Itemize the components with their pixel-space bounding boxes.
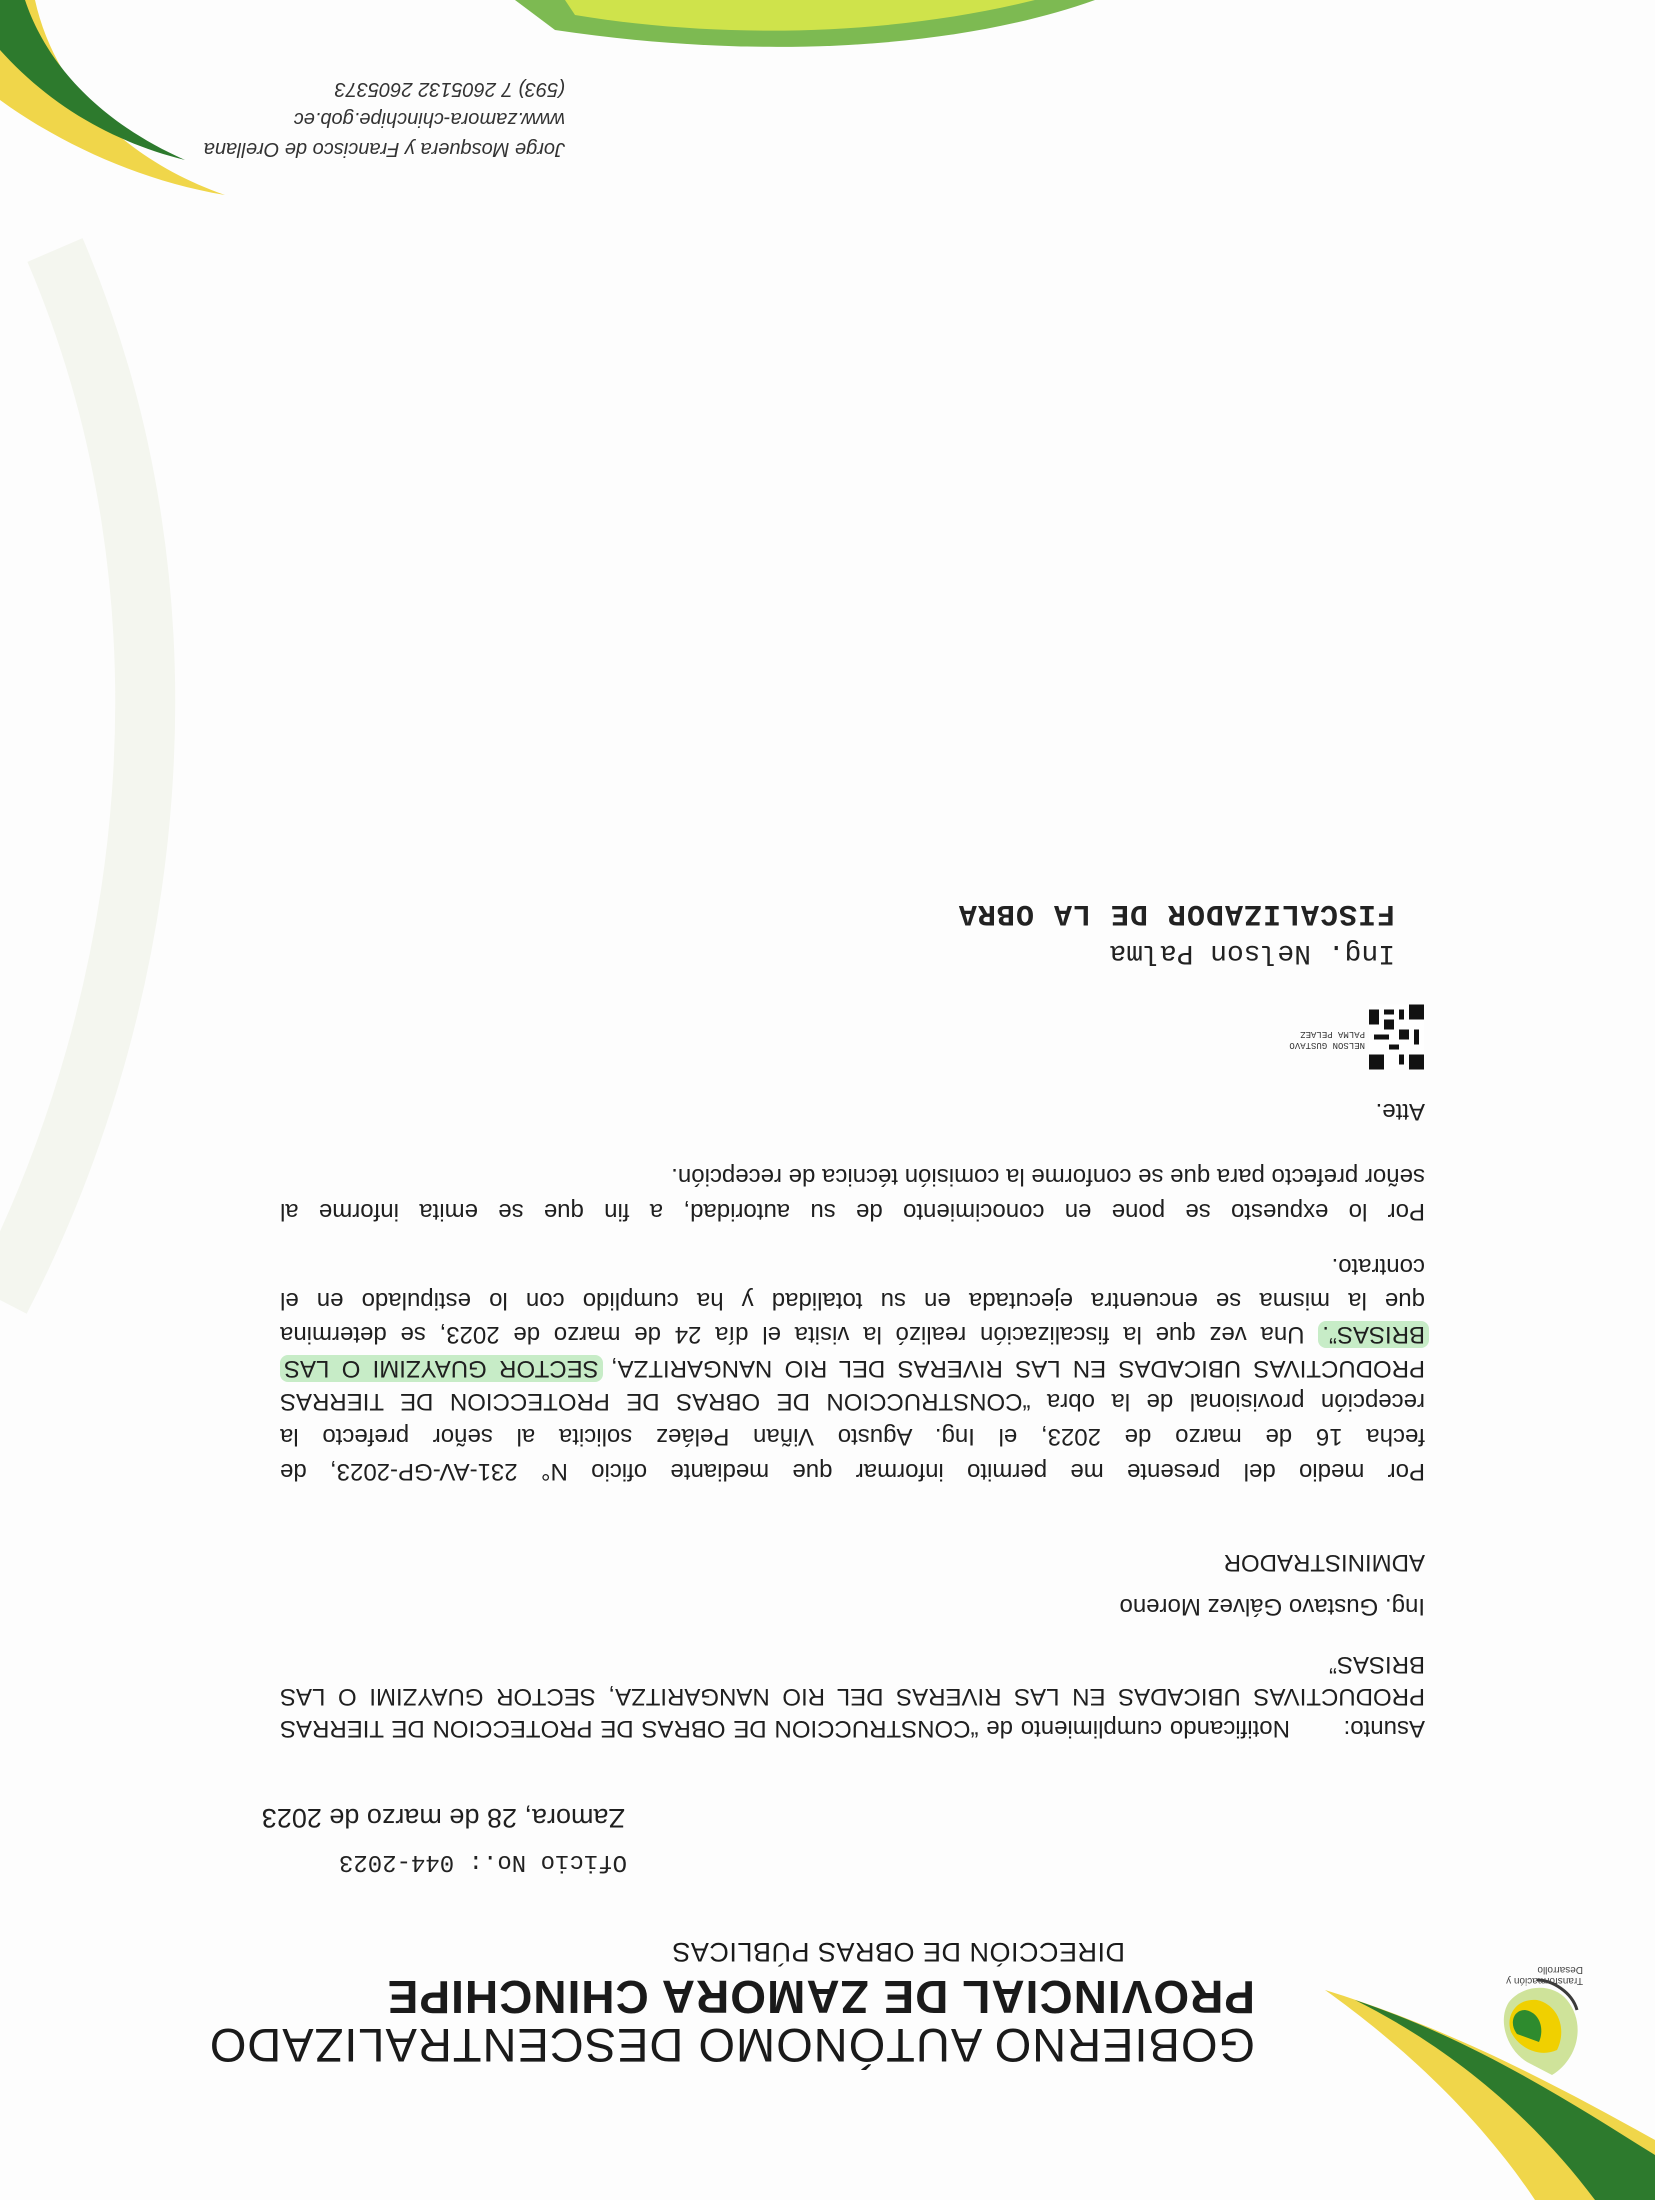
recipient-title: ADMINISTRADOR bbox=[1223, 1549, 1425, 1576]
paragraph-line: fecha 16 de marzo de 2023, el Ing. Agusto Viñan Peláez solicita al señor prefecto la bbox=[280, 1423, 1425, 1450]
paragraph-line: Por lo expuesto se pone en conocimiento de su autoridad, a fin que se emita informe al bbox=[280, 1198, 1425, 1225]
subject-label: Asunto: bbox=[1343, 1715, 1425, 1742]
paragraph-line: recepción provisional de la obra “CONSTRUCCION DE OBRAS DE PROTECCION DE TIERRAS bbox=[280, 1388, 1425, 1415]
e-signature-text bbox=[1289, 1028, 1365, 1050]
paragraph-line bbox=[280, 1354, 1425, 1382]
institution-line-1: GOBIERNO AUTÓNOMO DESCENTRALIZADO bbox=[208, 2019, 1255, 2072]
letter-date: Zamora, 28 de marzo de 2023 bbox=[261, 1803, 625, 1833]
highlighted-text: BRISAS”. bbox=[1318, 1321, 1429, 1348]
paragraph-line bbox=[280, 1320, 1425, 1348]
paragraph-text: PRODUCTIVAS UBICADAS EN LAS RIVERAS DEL RIO NANGARITZA, bbox=[610, 1355, 1425, 1382]
subject-line: PRODUCTIVAS UBICADAS EN LAS RIVERAS DEL RIO NANGARITZA, SECTOR GUAYZIMI O LAS bbox=[280, 1683, 1425, 1710]
e-signature-line: NELSON GUSTAVO bbox=[1289, 1040, 1365, 1050]
logo-slogan: Transformación y Desarrollo bbox=[1506, 1964, 1583, 1986]
institution-line-2: PROVINCIAL DE ZAMORA CHINCHIPE bbox=[386, 1971, 1255, 2023]
e-signature-line: PALMA PELAEZ bbox=[1300, 1029, 1365, 1039]
highlighted-text: SECTOR GUAYZIMI O LAS bbox=[280, 1355, 603, 1382]
department-name: DIRECCIÓN DE OBRAS PÚBLICAS bbox=[671, 1937, 1125, 1967]
paragraph-line: que la misma se encuentra ejecutada en su totalidad y ha cumplido con lo estipulado en el bbox=[280, 1287, 1425, 1314]
qr-code-icon bbox=[1369, 1004, 1424, 1070]
paragraph-text: Una vez que la fiscalización realizó la visita el día 24 de marzo de 2023, se determina bbox=[279, 1321, 1305, 1348]
signer-role: FISCALIZADOR DE LA OBRA bbox=[957, 896, 1395, 930]
oficio-number: Oficio No.: 044-2023 bbox=[338, 1848, 627, 1875]
signer-name: Ing. Nelson Palma bbox=[1109, 937, 1395, 968]
footer-address: Jorge Mosquera y Francisco de Orellana bbox=[203, 138, 565, 160]
paragraph-line: Por medio del presente me permito informar que mediante oficio N° 231-AV-GP-2023, de bbox=[280, 1458, 1425, 1485]
paragraph-line: señor prefecto para que se conforme la comisión técnica de recepción. bbox=[671, 1163, 1425, 1190]
subject-line: Notificando cumplimiento de “CONSTRUCCION DE OBRAS DE PROTECCION DE TIERRAS bbox=[280, 1715, 1290, 1742]
footer-website: www.zamora-chinchipe.gob.ec bbox=[293, 108, 565, 130]
paragraph-line: contrato. bbox=[1331, 1253, 1425, 1280]
footer-phone: (593) 7 2605132 2605373 bbox=[334, 78, 565, 100]
recipient-name: Ing. Gustavo Gálvez Moreno bbox=[1119, 1593, 1425, 1620]
closing: Atte. bbox=[1375, 1098, 1425, 1125]
subject-line: BRISAS” bbox=[1328, 1651, 1425, 1678]
